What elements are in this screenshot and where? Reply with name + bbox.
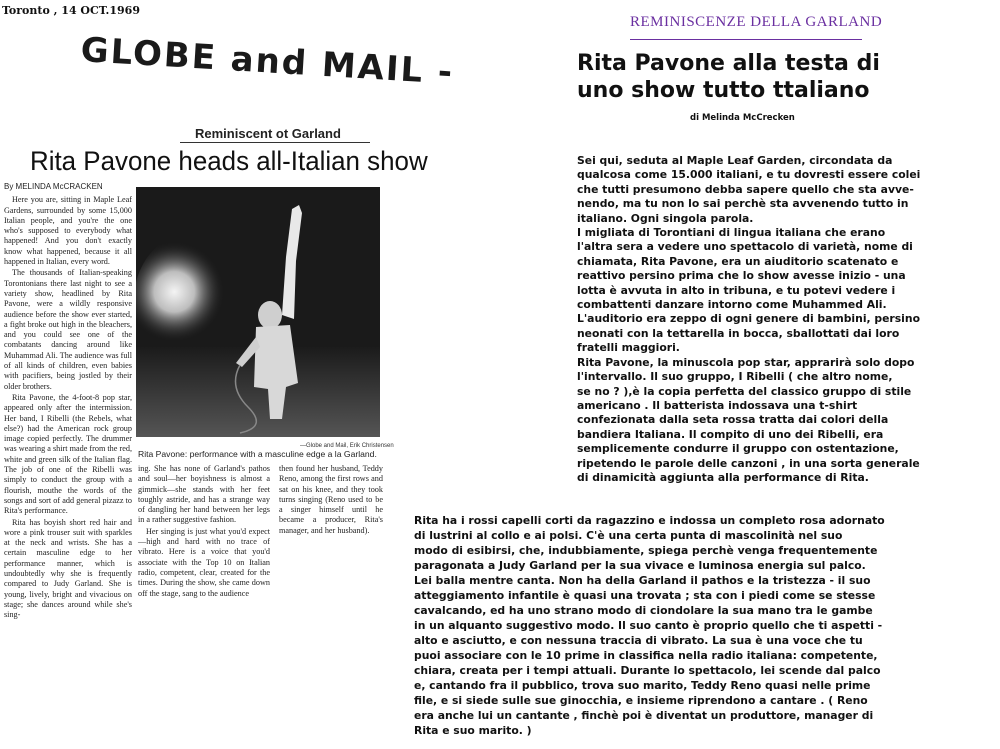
italian-line: di dinamicità aggiunta alla performance di Rita. — [577, 470, 869, 484]
italian-line: se no ? ),è la copia perfetta del classico gruppo di stile — [577, 384, 912, 398]
italian-line: Rita ha i rossi capelli corti da ragazzino e indossa un completo rosa adornato — [414, 514, 885, 527]
italian-line: era anche lui un cantante , finchè poi è diventat un produttore, manager di — [414, 709, 874, 722]
italian-line: neonati con la tettarella in bocca, sballottati dai loro — [577, 326, 900, 340]
english-paragraph: then found her husband, Teddy Reno, among the first rows and sat on his knee, and they took turns singing (Reno used to be a singer himself until he became a producer, Rita's manager, and her husband). — [279, 464, 383, 535]
italian-line: Rita e suo marito. ) — [414, 724, 532, 737]
italian-line: lotta è avvuta in alto in tribuna, e tu potevi vedere i — [577, 283, 896, 297]
italian-line: confezionata dalla seta rossa tratta dai colori della — [577, 413, 889, 427]
italian-line: paragonata a Judy Garland per la sua vivace e luminosa energia sul palco. — [414, 559, 866, 572]
italian-line: e, cantando fra il pubblico, trova suo marito, Teddy Reno quasi nelle prime — [414, 679, 871, 692]
section-label: REMINISCENZE DELLA GARLAND — [630, 14, 883, 30]
english-paragraph: Here you are, sitting in Maple Leaf Gardens, surrounded by some 15,000 Italian people, and you're the one who's supposed to everybody what happened! And you don't exactly know what happened, because it all happened in Italian, every word. — [4, 195, 132, 267]
italian-line: Rita Pavone, la minuscola pop star, apprarirà solo dopo — [577, 355, 915, 369]
italian-byline: di Melinda McCrecken — [690, 113, 795, 123]
italian-line: chiara, creata per i tempi attuali. Durante lo spettacolo, lei scende dal palco — [414, 664, 881, 677]
italian-line: L'auditorio era zeppo di ogni genere di bambini, persino — [577, 312, 920, 326]
italian-line: atteggiamento infantile è quasi una trovata ; sta con i piedi come se stesse — [414, 589, 876, 602]
italian-body-block-2 — [414, 513, 998, 738]
kicker-underline — [180, 142, 370, 143]
italian-line: Sei qui, seduta al Maple Leaf Garden, circondata da — [577, 154, 893, 167]
italian-line: americano . Il batterista indossava una t-shirt — [577, 398, 858, 412]
english-paragraph: Her singing is just what you'd expect—high and hard with no trace of vibrato. Here is a voice that you'd associate with the Top 10 on Italian radio, competent, clear, created for the times. During the show, she came down off the stage, sang to the audience — [138, 526, 270, 598]
english-byline: By MELINDA McCRACKEN — [4, 182, 103, 191]
italian-line: che tutti presumono debba sapere quello che sta avve- — [577, 182, 914, 196]
english-kicker: Reminiscent ot Garland — [195, 126, 341, 141]
italian-line: reattivo persino prima che lo show avesse inizio - una — [577, 269, 906, 283]
italian-line: bandiera Italiana. Il compito di uno dei Ribelli, era — [577, 427, 884, 441]
english-paragraph: Rita Pavone, the 4-foot-8 pop star, appeared only after the intermission. Her band, I Ribelli (the Rebels, what else?) had the American rock group image copied perfectly. The drummer was wearing a shirt made from the red, white and green silk of the Italian flag. The job of one of the Ribelli was simply to conduct the group with a flourish, mouthe the words of the songs and sort of add general pizazz to Rita's performance. — [4, 392, 132, 516]
italian-line: cavalcando, ed ha uno strano modo di ciondolare la sua mano tra le gambe — [414, 604, 873, 617]
section-underline — [630, 39, 862, 40]
performer-figure-icon — [136, 187, 380, 437]
italian-line: Lei balla mentre canta. Non ha della Garland il pathos e la tristezza - il suo — [414, 574, 871, 587]
italian-line: nendo, ma tu non lo sai perchè sta avvenendo tutto in — [577, 197, 909, 211]
english-headline: Rita Pavone heads all-Italian show — [30, 146, 428, 176]
italian-line: puoi associare con le 10 prime in classifica nella radio italiana: competente, — [414, 649, 878, 662]
english-column-2 — [138, 464, 270, 600]
photo-credit: —Globe and Mail, Erik Christensen — [300, 443, 394, 449]
italian-body-block-1 — [577, 154, 997, 485]
english-paragraph: ing. She has none of Garland's pathos and soul—her boyishness is almost a gimmick—she stands with her feet toughly astride, and has a strange way of dangling her hand between her legs in a rather suggestive fashion. — [138, 464, 270, 525]
italian-line: chiamata, Rita Pavone, era un aiuditorio scatenato e — [577, 254, 899, 268]
italian-line: modo di esibirsi, che, indubbiamente, spiega perchè venga frequentemente — [414, 544, 878, 557]
italian-line: combattenti danzare intorno come Muhammed Ali. — [577, 298, 887, 312]
italian-headline-line: Rita Pavone alla testa di — [577, 51, 880, 76]
photo-caption: Rita Pavone: performance with a masculine edge a la Garland. — [138, 449, 377, 459]
italian-line: in un alquanto suggestivo modo. Il suo canto è proprio quello che ti aspetti - — [414, 619, 883, 632]
newspaper-masthead: GLOBE and MAIL - — [79, 30, 456, 93]
english-paragraph: Rita has boyish short red hair and wore a pink trouser suit with sparkles at the neck and wrists. She has a certain masculine edge to her performance manner, which is undoubtedly why she is frequently compared to Judy Garland. She is young, lively, bright and vivacious on stage; she dances around while she's sing- — [4, 517, 132, 620]
italian-line: fratelli maggiori. — [577, 341, 680, 355]
italian-line: alto e asciutto, e con nessuna traccia di vibrato. La sua è una voce che tu — [414, 634, 863, 647]
italian-line: l'intervallo. Il suo gruppo, I Ribelli ( che altro nome, — [577, 370, 893, 384]
italian-line: file, e si siede sulle sue ginocchia, e insieme riprendono a cantare . ( Reno — [414, 694, 868, 707]
italian-line: l'altra sera a vedere uno spettacolo di varietà, nome di — [577, 240, 913, 254]
italian-line: I migliata di Torontiani di lingua italiana che erano — [577, 226, 886, 240]
english-column-1 — [4, 182, 132, 621]
italian-line: di lustrini al collo e ai polsi. C'è una certa punta di mascolinità nel suo — [414, 529, 843, 542]
clipping-date-stamp: Toronto , 14 OCT.1969 — [2, 4, 140, 17]
english-column-3 — [279, 464, 383, 537]
italian-headline-line: uno show tutto ttaliano — [577, 78, 870, 103]
italian-headline — [577, 50, 997, 104]
italian-line: semplicemente condurre il gruppo con ostentazione, — [577, 442, 899, 456]
english-paragraph: The thousands of Italian-speaking Torontonians there last night to see a variety show, headlined by Rita Pavone, were a wildly responsive audience before the show ever started, a fight broke out high in the bleachers, and you could see one of the combatants dancing around like Muhammad Ali. The audience was full of all kinds of children, even babies with pacifiers, being jostled by their older brothers. — [4, 268, 132, 391]
italian-line: ripetendo le parole delle canzoni , in una sorta generale — [577, 456, 920, 470]
rita-pavone-photo — [136, 187, 380, 437]
italian-line: qualcosa come 15.000 italiani, e tu dovresti essere colei — [577, 168, 921, 182]
italian-line: italiano. Ogni singola parola. — [577, 211, 754, 225]
